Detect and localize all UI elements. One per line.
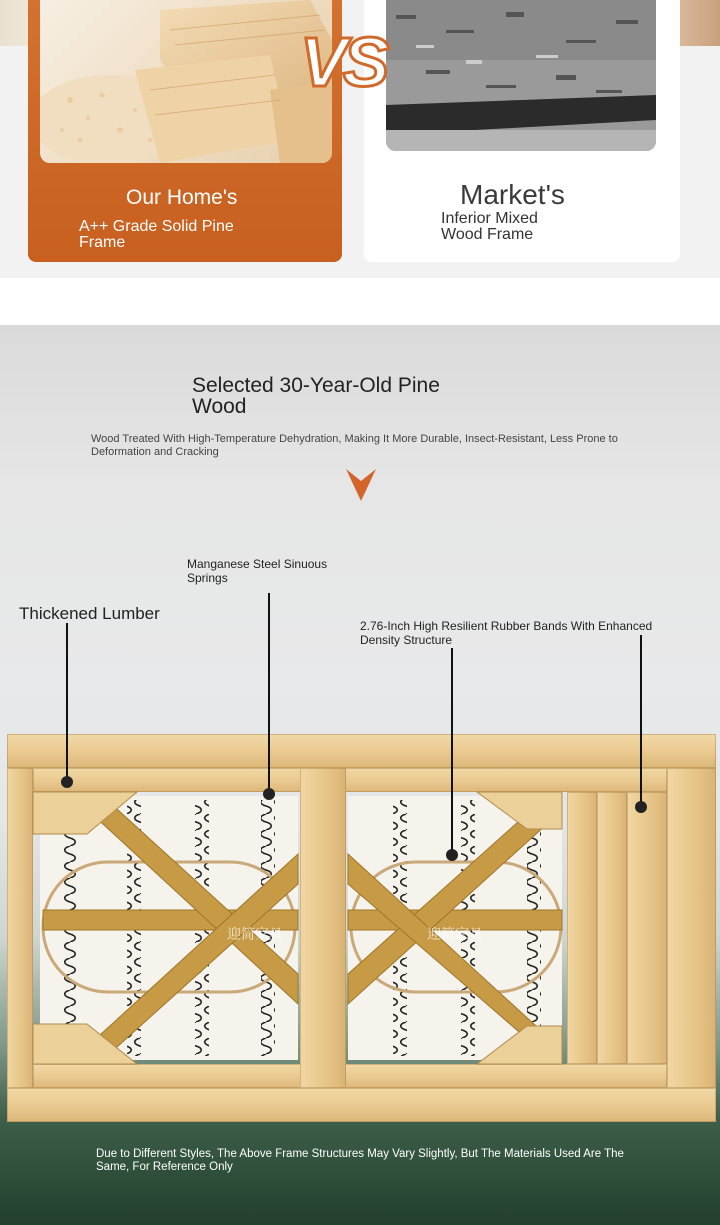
lumber-leader-line xyxy=(66,623,68,777)
frame-structure-section xyxy=(0,325,720,1225)
pine-blocks-image xyxy=(40,0,332,163)
bands-marker xyxy=(446,849,458,861)
solid-pine-photo xyxy=(40,0,332,163)
lumber-marker xyxy=(61,776,73,788)
section-title: Selected 30-Year-Old Pine Wood xyxy=(192,374,440,418)
bands-callout: 2.76-Inch High Resilient Rubber Bands With Enhanced Density Structure xyxy=(360,619,653,647)
reference-note: Due to Different Styles, The Above Frame Structures May Vary Slightly, But The Materials Used Are The Same, For Reference Only xyxy=(96,1148,624,1173)
lumber-callout: Thickened Lumber xyxy=(19,604,160,623)
particle-board-photo xyxy=(386,0,656,151)
our-frame-card xyxy=(28,0,342,262)
market-frame-title: Market's xyxy=(460,179,565,210)
bands-leader-line-right xyxy=(640,635,642,807)
chevron-down-icon xyxy=(346,469,376,501)
springs-callout: Manganese Steel Sinuous Springs xyxy=(187,557,328,585)
watermark-right: 迎简家具 xyxy=(427,926,483,942)
market-frame-subtitle: Inferior Mixed Wood Frame xyxy=(441,210,538,243)
wood-photo-edge xyxy=(680,0,720,46)
slat-marker xyxy=(635,801,647,813)
sofa-frame-diagram xyxy=(7,734,716,1122)
section-description: Wood Treated With High-Temperature Dehydration, Making It More Durable, Insect-Resistant, Less Prone to Deformation and Cracking xyxy=(91,433,618,458)
springs-marker xyxy=(263,788,275,800)
our-frame-subtitle: A++ Grade Solid Pine Frame xyxy=(79,218,234,251)
mixed-wood-image xyxy=(386,0,656,151)
comparison-section xyxy=(0,0,720,278)
market-frame-card xyxy=(364,0,680,262)
springs-leader-line xyxy=(268,593,270,789)
vs-label: VS xyxy=(300,23,386,101)
springs-and-bands xyxy=(7,734,716,1122)
sawdust-photo-edge xyxy=(0,0,28,46)
our-frame-title: Our Home's xyxy=(126,186,238,209)
bands-leader-line xyxy=(451,648,453,854)
watermark-left: 迎简家具 xyxy=(227,926,283,942)
